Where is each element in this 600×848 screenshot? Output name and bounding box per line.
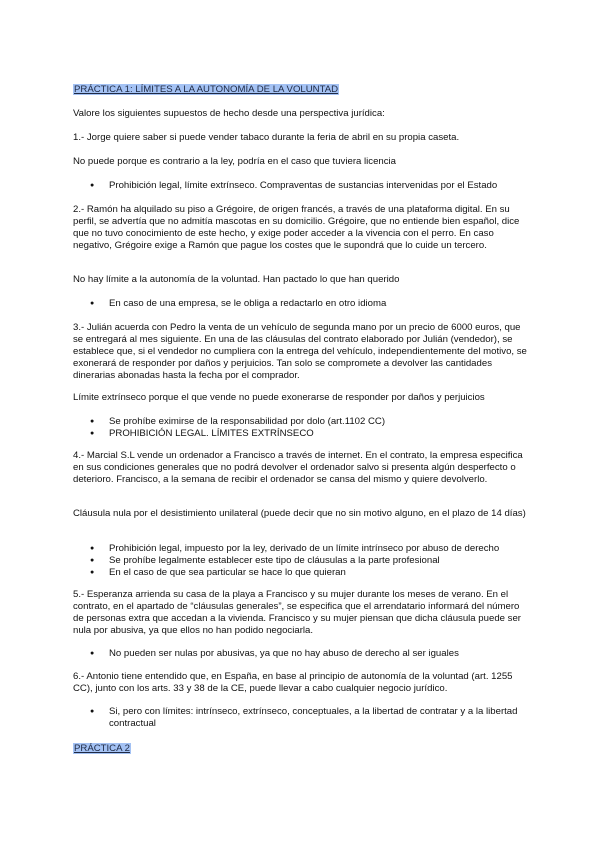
case-3-answer: Límite extrínseco porque el que vende no puede exonerarse de responder por daños y perjuicios bbox=[73, 392, 485, 403]
case-2-bullets bbox=[73, 298, 528, 310]
case-1-text: 1.- Jorge quiere saber si puede vender tabaco durante la feria de abril en su propia caseta. bbox=[73, 132, 460, 143]
intro-paragraph: Valore los siguientes supuestos de hecho desde una perspectiva jurídica: bbox=[73, 108, 385, 119]
list-item: ● Si, pero con límites: intrínseco, extrínseco, conceptuales, a la libertad de contratar y a la libertad contractual bbox=[73, 706, 528, 730]
case-6-text: 6.- Antonio tiene entendido que, en España, en base al principio de autonomía de la voluntad (art. 1255 CC), junto con los arts. 33 y 38 de la CE, puede llevar a cabo cualquier negocio jurídico. bbox=[73, 671, 513, 694]
list-item: ● Se prohíbe legalmente establecer este tipo de cláusulas a la parte profesional bbox=[73, 555, 528, 567]
list-item: ● PROHIBICIÓN LEGAL. LÍMITES EXTRÍNSECO bbox=[73, 428, 528, 440]
section-heading: PRÁCTICA 1: LÍMITES A LA AUTONOMÍA DE LA VOLUNTAD bbox=[74, 84, 339, 95]
case-3-bullets bbox=[73, 416, 528, 440]
case-6-bullets bbox=[73, 706, 528, 730]
case-1-bullets bbox=[73, 180, 528, 192]
list-item: ● Prohibición legal, límite extrínseco. Compraventas de sustancias intervenidas por el Estado bbox=[73, 180, 528, 192]
case-5-bullets bbox=[73, 648, 528, 660]
list-item: ● Prohibición legal, impuesto por la ley, derivado de un límite intrínseco por abuso de derecho bbox=[73, 543, 528, 555]
list-item: ● Se prohíbe eximirse de la responsabilidad por dolo (art.1102 CC) bbox=[73, 416, 528, 428]
case-4-answer: Cláusula nula por el desistimiento unilateral (puede decir que no sin motivo alguno, en el plazo de 14 días) bbox=[73, 508, 526, 519]
case-3-text: 3.- Julián acuerda con Pedro la venta de un vehículo de segunda mano por un precio de 6000 euros, que se entregará al mes siguiente. En una de las cláusulas del contrato elaborado por Julián (vendedor), se establece que, si el vendedor no cumpliera con la entrega del vehículo, independientemente del motivo, se exonerará de responder por daños y perjuicios. Tan solo se compromete a devolver las cantidades dinerarias abonadas hasta la fecha por el comprador. bbox=[73, 322, 527, 381]
case-2-answer: No hay límite a la autonomía de la voluntad. Han pactado lo que han querido bbox=[73, 274, 400, 285]
case-4-text: 4.- Marcial S.L vende un ordenador a Francisco a través de internet. En el contrato, la empresa especifica en sus condiciones generales que no podrá devolver el ordenador salvo si presenta algún desperfecto o deterioro. Francisco, a la semana de recibir el ordenador se cansa del mismo y quiere devolverlo. bbox=[73, 450, 523, 485]
case-5-text: 5.- Esperanza arrienda su casa de la playa a Francisco y su mujer durante los meses de verano. En el contrato, en el apartado de “cláusulas generales”, se especifica que el arrendatario informará del número de personas extra que accedan a la vivienda. Francisco y su mujer piensan que dicha cláusula puede ser nula por abusiva, ya que ellos no han podido negociarla. bbox=[73, 589, 521, 636]
heading-practica-2 bbox=[73, 743, 528, 755]
list-item: ● En el caso de que sea particular se hace lo que quieran bbox=[73, 567, 528, 579]
section-heading: PRÁCTICA 2 bbox=[74, 743, 130, 754]
case-2-text: 2.- Ramón ha alquilado su piso a Grégoire, de origen francés, a través de una plataforma digital. En su perfil, se advertía que no admitía mascotas en su domicilio. Grégoire, que no entiende bien español, dice que no tuvo conocimiento de este hecho, y exige poder acceder a la vivencia con el perro. En caso negativo, Grégoire exige a Ramón que pague los costes que le supondrá que lo cuide un tercero. bbox=[73, 204, 520, 251]
case-1-answer: No puede porque es contrario a la ley, podría en el caso que tuviera licencia bbox=[73, 156, 397, 167]
list-item: ● No pueden ser nulas por abusivas, ya que no hay abuso de derecho al ser iguales bbox=[73, 648, 528, 660]
list-item: ● En caso de una empresa, se le obliga a redactarlo en otro idioma bbox=[73, 298, 528, 310]
heading-practica-1 bbox=[73, 84, 528, 96]
case-4-bullets bbox=[73, 543, 528, 579]
